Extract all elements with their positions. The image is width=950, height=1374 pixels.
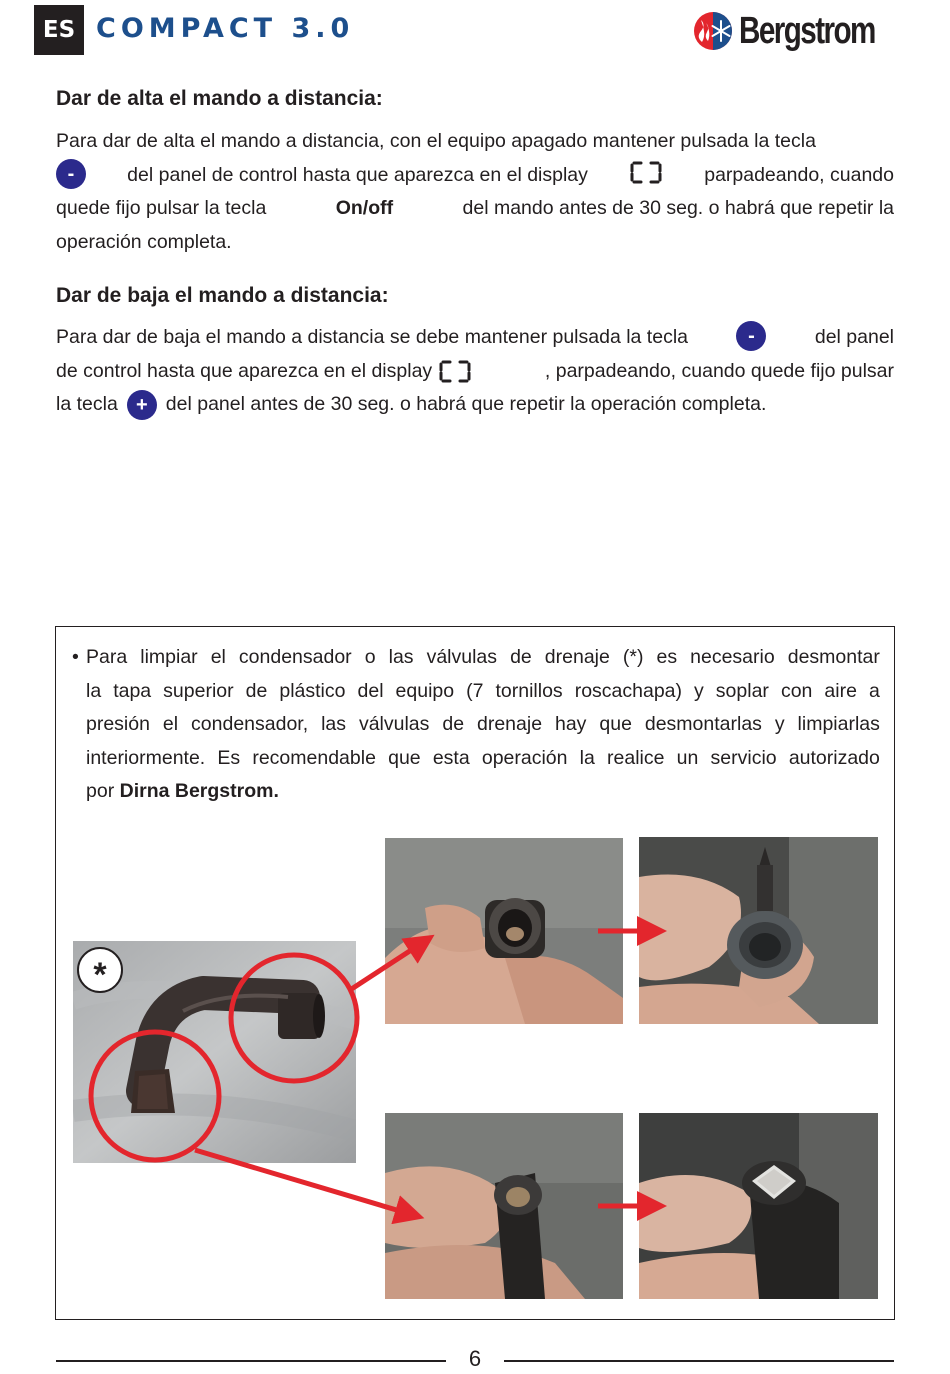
language-badge: ES xyxy=(34,5,84,55)
word: la xyxy=(579,746,595,769)
word: superior xyxy=(163,679,234,702)
word: realice xyxy=(607,746,665,769)
word: Es xyxy=(217,746,241,769)
word: plástico xyxy=(279,679,346,702)
word: la xyxy=(86,679,102,702)
word: el xyxy=(210,646,226,668)
word: desmontarlas xyxy=(644,713,762,736)
word: equipo xyxy=(395,679,455,702)
onoff-key-label: On/off xyxy=(335,197,394,219)
word: drenaje xyxy=(544,646,610,668)
word: aire xyxy=(824,679,857,702)
word: que xyxy=(388,746,421,769)
page-number: 6 xyxy=(468,1346,482,1371)
word: válvulas xyxy=(358,713,430,736)
word: operación xyxy=(481,746,568,769)
word: tornillos xyxy=(495,679,563,702)
section-heading-register: Dar de alta el mando a distancia: xyxy=(56,87,383,110)
text-fragment: del panel antes de 30 seg. o habrá que repetir la operación completa. xyxy=(165,393,767,415)
word: interiormente. xyxy=(86,746,206,769)
word: las xyxy=(321,713,347,736)
section-heading-unregister: Dar de baja el mando a distancia: xyxy=(56,284,389,307)
text-fragment: del panel de control hasta que aparezca en el display xyxy=(127,163,588,186)
word: desmontar xyxy=(787,646,880,668)
asterisk-label: * xyxy=(93,956,107,994)
footer-rule-right xyxy=(504,1360,894,1362)
word: el xyxy=(162,713,179,736)
highlight-circle-top xyxy=(231,955,357,1081)
word: un xyxy=(676,746,699,769)
word: o xyxy=(364,646,376,668)
word: de xyxy=(510,646,532,668)
word: las xyxy=(388,646,414,668)
bullet-mark: • xyxy=(72,646,79,668)
text-fragment: del panel xyxy=(814,326,894,348)
word: válvulas xyxy=(426,646,498,668)
text-fragment: del mando antes de 30 seg. o habrá que repetir la xyxy=(462,197,894,219)
word: limpiar xyxy=(140,646,198,668)
word: presión xyxy=(86,713,150,736)
word: es xyxy=(656,646,678,668)
word: a xyxy=(868,679,880,702)
plus-key-icon: + xyxy=(127,390,157,420)
word: (7 xyxy=(466,679,484,702)
word: autorizado xyxy=(788,746,880,769)
text-line: operación completa. xyxy=(56,230,232,253)
word: (*) xyxy=(622,646,644,668)
text-line: Para dar de alta el mando a distancia, con el equipo apagado mantener pulsada la tecla xyxy=(56,130,816,152)
word: de xyxy=(245,679,268,702)
text-fragment: de control hasta que aparezca en el display xyxy=(56,359,433,382)
word: del xyxy=(357,679,384,702)
word: de xyxy=(442,713,465,736)
word: condensador, xyxy=(191,713,309,736)
word: y xyxy=(774,713,785,736)
word: hay xyxy=(554,713,587,736)
text-fragment: quede fijo pulsar la tecla xyxy=(56,197,267,219)
text-fragment: , parpadeando, cuando quede fijo pulsar xyxy=(544,359,894,382)
word: con xyxy=(780,679,813,702)
footer-rule-left xyxy=(56,1360,446,1362)
word: necesario xyxy=(690,646,775,668)
word: servicio xyxy=(710,746,777,769)
word: Para xyxy=(86,646,128,668)
minus-key-icon: - xyxy=(56,159,86,189)
word: soplar xyxy=(715,679,769,702)
company-name: Dirna Bergstrom. xyxy=(119,780,279,803)
arrow-to-photo-3 xyxy=(195,1150,410,1214)
text-fragment: por xyxy=(86,780,115,803)
word: drenaje xyxy=(476,713,543,736)
text-fragment: Para dar de baja el mando a distancia se debe mantener pulsada la tecla xyxy=(56,326,688,348)
product-title: COMPACT 3.0 xyxy=(96,13,355,44)
word: recomendable xyxy=(252,746,376,769)
brand-name: Bergstrom xyxy=(739,9,875,52)
word: y xyxy=(694,679,704,702)
word: roscachapa) xyxy=(574,679,683,702)
word: que xyxy=(599,713,632,736)
word: esta xyxy=(432,746,470,769)
arrow-to-photo-1 xyxy=(350,943,422,990)
word: condensador xyxy=(238,646,352,668)
text-fragment: parpadeando, cuando xyxy=(704,163,894,186)
minus-key-icon: - xyxy=(736,321,766,351)
text-fragment: la tecla xyxy=(56,393,118,415)
word: limpiarlas xyxy=(797,713,880,736)
highlight-circle-bottom xyxy=(91,1032,219,1160)
word: tapa xyxy=(113,679,152,702)
